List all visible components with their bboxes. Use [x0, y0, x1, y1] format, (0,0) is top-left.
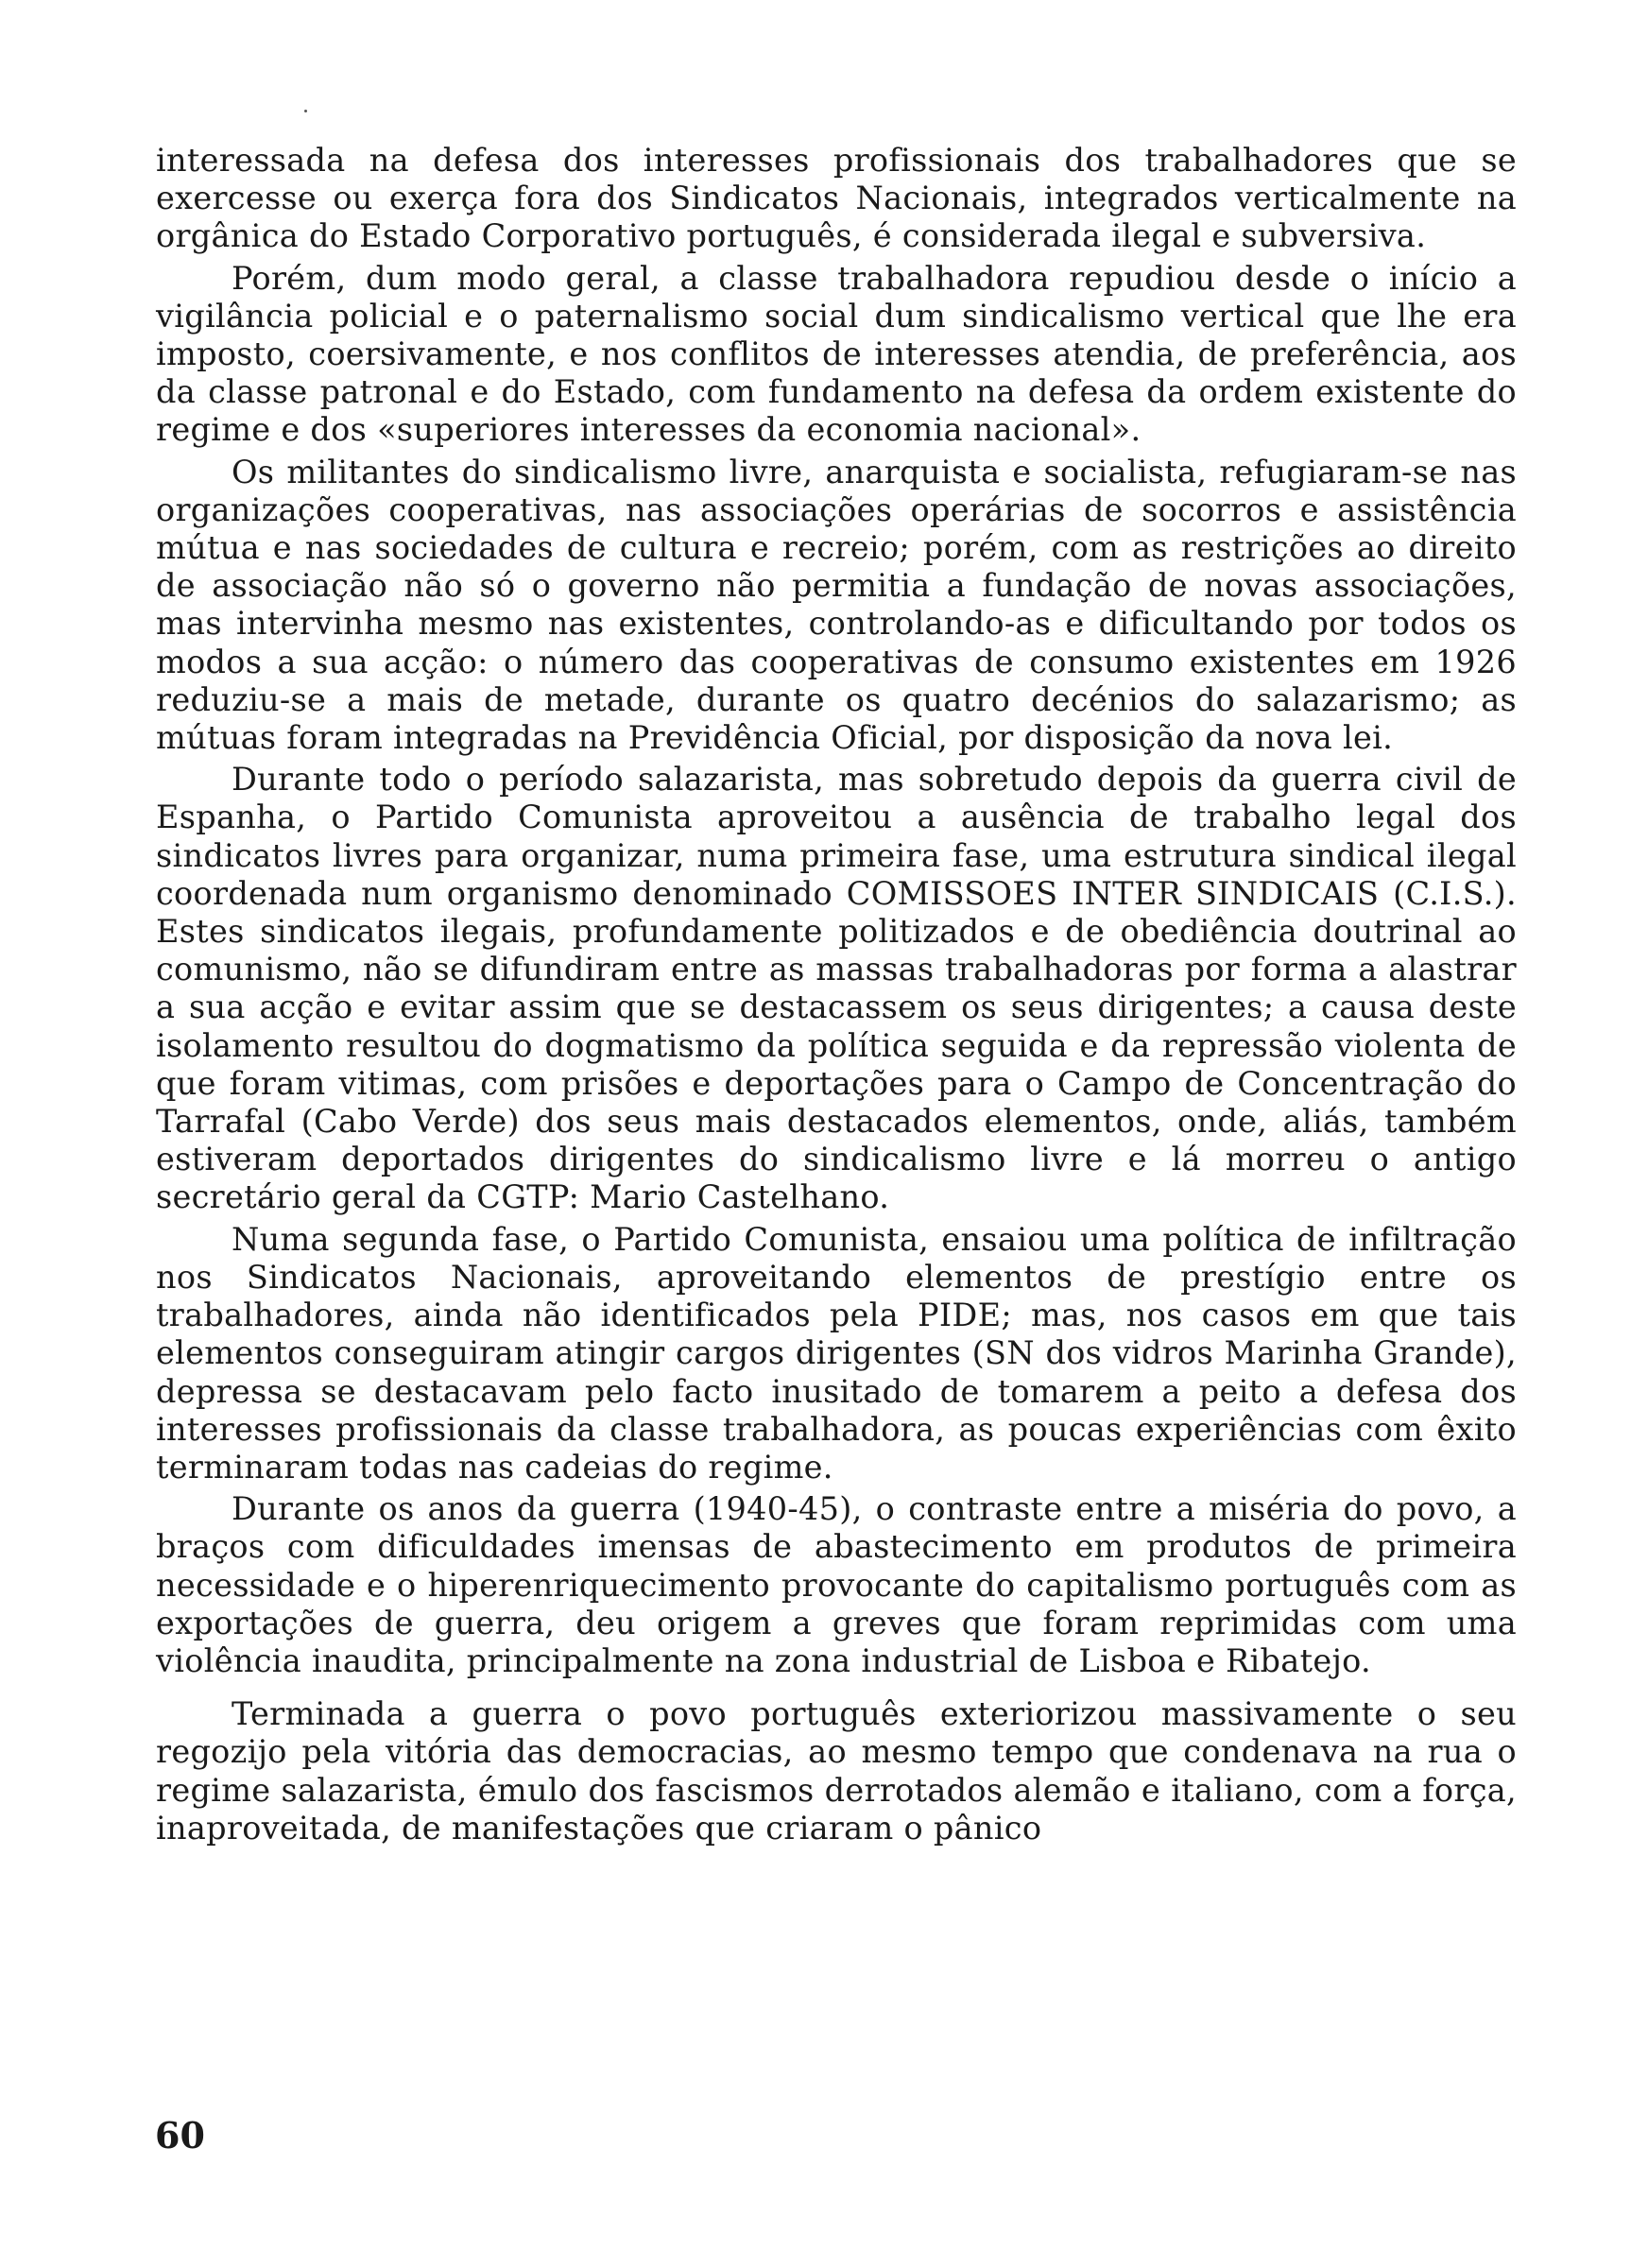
- paragraph: Durante os anos da guerra (1940-45), o contraste entre a miséria do povo, a braços com dificuldades imensas de abastecimento em produtos de primeira necessidade e o hiperenriquecimento provocante do capitalismo português com as exportações de guerra, deu origem a greves que foram reprimidas com uma violência inaudita, principalmente na zona industrial de Lisboa e Ribatejo.: [156, 1490, 1517, 1679]
- page-number: 60: [155, 2114, 205, 2156]
- body-text: [156, 142, 1517, 1847]
- paragraph: Porém, dum modo geral, a classe trabalhadora repudiou desde o início a vigilância policial e o paternalismo social dum sindicalismo vertical que lhe era imposto, coersivamente, e nos conflitos de interesses atendia, de preferência, aos da classe patronal e do Estado, com fundamento na defesa da ordem existente do regime e dos «superiores interesses da economia nacional».: [156, 259, 1517, 449]
- paragraph: Os militantes do sindicalismo livre, anarquista e socialista, refugiaram-se nas organizações cooperativas, nas associações operárias de socorros e assistência mútua e nas sociedades de cultura e recreio; porém, com as restrições ao direito de associação não só o governo não permitia a fundação de novas associações, mas intervinha mesmo nas existentes, controlando-as e dificultando por todos os modos a sua acção: o número das cooperativas de consumo existentes em 1926 reduziu-se a mais de metade, durante os quatro decénios do salazarismo; as mútuas foram integradas na Previdência Oficial, por disposição da nova lei.: [156, 453, 1517, 757]
- paragraph: interessada na defesa dos interesses profissionais dos trabalhadores que se exercesse ou exerça fora dos Sindicatos Nacionais, integrados verticalmente na orgânica do Estado Corporativo português, é considerada ilegal e subversiva.: [156, 142, 1517, 255]
- paragraph: Durante todo o período salazarista, mas sobretudo depois da guerra civil de Espanha, o Partido Comunista aproveitou a ausência de trabalho legal dos sindicatos livres para organizar, numa primeira fase, uma estrutura sindical ilegal coordenada num organismo denominado COMISSOES INTER SINDICAIS (C.I.S.). Estes sindicatos ilegais, profundamente politizados e de obediência doutrinal ao comunismo, não se difundiram entre as massas trabalhadoras por forma a alastrar a sua acção e evitar assim que se destacassem os seus dirigentes; a causa deste isolamento resultou do dogmatismo da política seguida e da repressão violenta de que foram vitimas, com prisões e deportações para o Campo de Concentração do Tarrafal (Cabo Verde) dos seus mais destacados elementos, onde, aliás, também estiveram deportados dirigentes do sindicalismo livre e lá morreu o antigo secretário geral da CGTP: Mario Castelhano.: [156, 761, 1517, 1216]
- scan-speck: [304, 110, 307, 112]
- paragraph: Numa segunda fase, o Partido Comunista, ensaiou uma política de infiltração nos Sindicatos Nacionais, aproveitando elementos de prestígio entre os trabalhadores, ainda não identificados pela PIDE; mas, nos casos em que tais elementos conseguiram atingir cargos dirigentes (SN dos vidros Marinha Grande), depressa se destacavam pelo facto inusitado de tomarem a peito a defesa dos interesses profissionais da classe trabalhadora, as poucas experiências com êxito terminaram todas nas cadeias do regime.: [156, 1220, 1517, 1486]
- paragraph: Terminada a guerra o povo português exteriorizou massivamente o seu regozijo pela vitória das democracias, ao mesmo tempo que condenava na rua o regime salazarista, émulo dos fascismos derrotados alemão e italiano, com a força, inaproveitada, de manifestações que criaram o pânico: [156, 1695, 1517, 1847]
